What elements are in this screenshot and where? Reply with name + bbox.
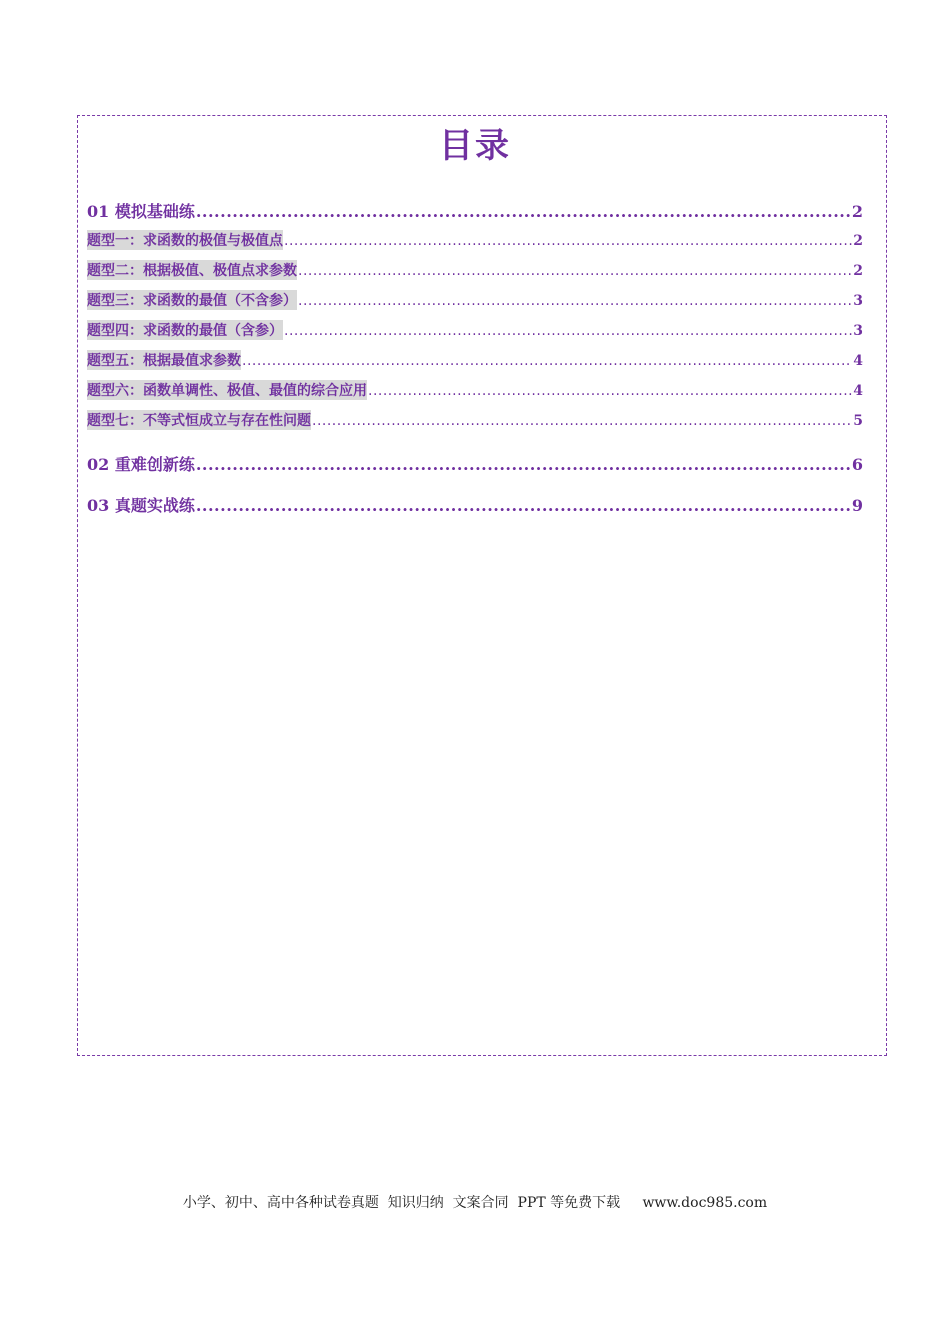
toc-title: 目录 xyxy=(439,126,511,166)
toc-entry-section-01[interactable] xyxy=(87,199,863,221)
toc-entry-type-5[interactable] xyxy=(87,350,863,370)
toc-entry-label: 题型六：函数单调性、极值、最值的综合应用 xyxy=(87,380,367,400)
toc-entry-label: 题型五：根据最值求参数 xyxy=(87,350,241,370)
toc-page-number: 3 xyxy=(853,293,863,309)
toc-entry-section-03[interactable] xyxy=(87,493,863,515)
toc-leader-dots xyxy=(312,413,852,429)
toc-entry-label: 题型三：求函数的最值（不含参） xyxy=(87,290,297,310)
toc-leader-dots xyxy=(298,293,852,309)
toc-entry-label: 02 重难创新练 xyxy=(87,455,195,474)
toc-entry-type-7[interactable] xyxy=(87,410,863,430)
toc-entry-section-02[interactable] xyxy=(87,452,863,474)
toc-page-number: 2 xyxy=(853,233,863,249)
toc-entry-type-1[interactable] xyxy=(87,230,863,250)
toc-leader-dots xyxy=(196,202,851,221)
toc-entry-label: 题型二：根据极值、极值点求参数 xyxy=(87,260,297,280)
toc-page-number: 5 xyxy=(853,413,863,429)
toc-leader-dots xyxy=(242,353,852,369)
toc-entry-label: 题型七：不等式恒成立与存在性问题 xyxy=(87,410,311,430)
toc-leader-dots xyxy=(284,323,852,339)
toc-border-box xyxy=(77,115,887,1056)
toc-entry-label: 题型四：求函数的最值（含参） xyxy=(87,320,283,340)
toc-entry-type-4[interactable] xyxy=(87,320,863,340)
page-footer: 小学、初中、高中各种试卷真题 知识归纳 文案合同 PPT 等免费下载 www.doc985.com xyxy=(182,1195,768,1211)
toc-page-number: 2 xyxy=(853,263,863,279)
toc-entry-type-3[interactable] xyxy=(87,290,863,310)
toc-entry-type-2[interactable] xyxy=(87,260,863,280)
toc-page-number: 2 xyxy=(851,202,863,221)
toc-entry-label: 01 模拟基础练 xyxy=(87,202,195,221)
toc-entry-label: 03 真题实战练 xyxy=(87,496,195,515)
toc-leader-dots xyxy=(284,233,852,249)
toc-page-number: 4 xyxy=(853,383,863,399)
toc-page-number: 3 xyxy=(853,323,863,339)
toc-page-number: 9 xyxy=(851,496,863,515)
toc-page-number: 6 xyxy=(851,455,863,474)
toc-page-number: 4 xyxy=(853,353,863,369)
toc-leader-dots xyxy=(196,496,851,515)
toc-leader-dots xyxy=(298,263,852,279)
toc-entry-label: 题型一：求函数的极值与极值点 xyxy=(87,230,283,250)
toc-entry-type-6[interactable] xyxy=(87,380,863,400)
toc-leader-dots xyxy=(368,383,852,399)
toc-leader-dots xyxy=(196,455,851,474)
